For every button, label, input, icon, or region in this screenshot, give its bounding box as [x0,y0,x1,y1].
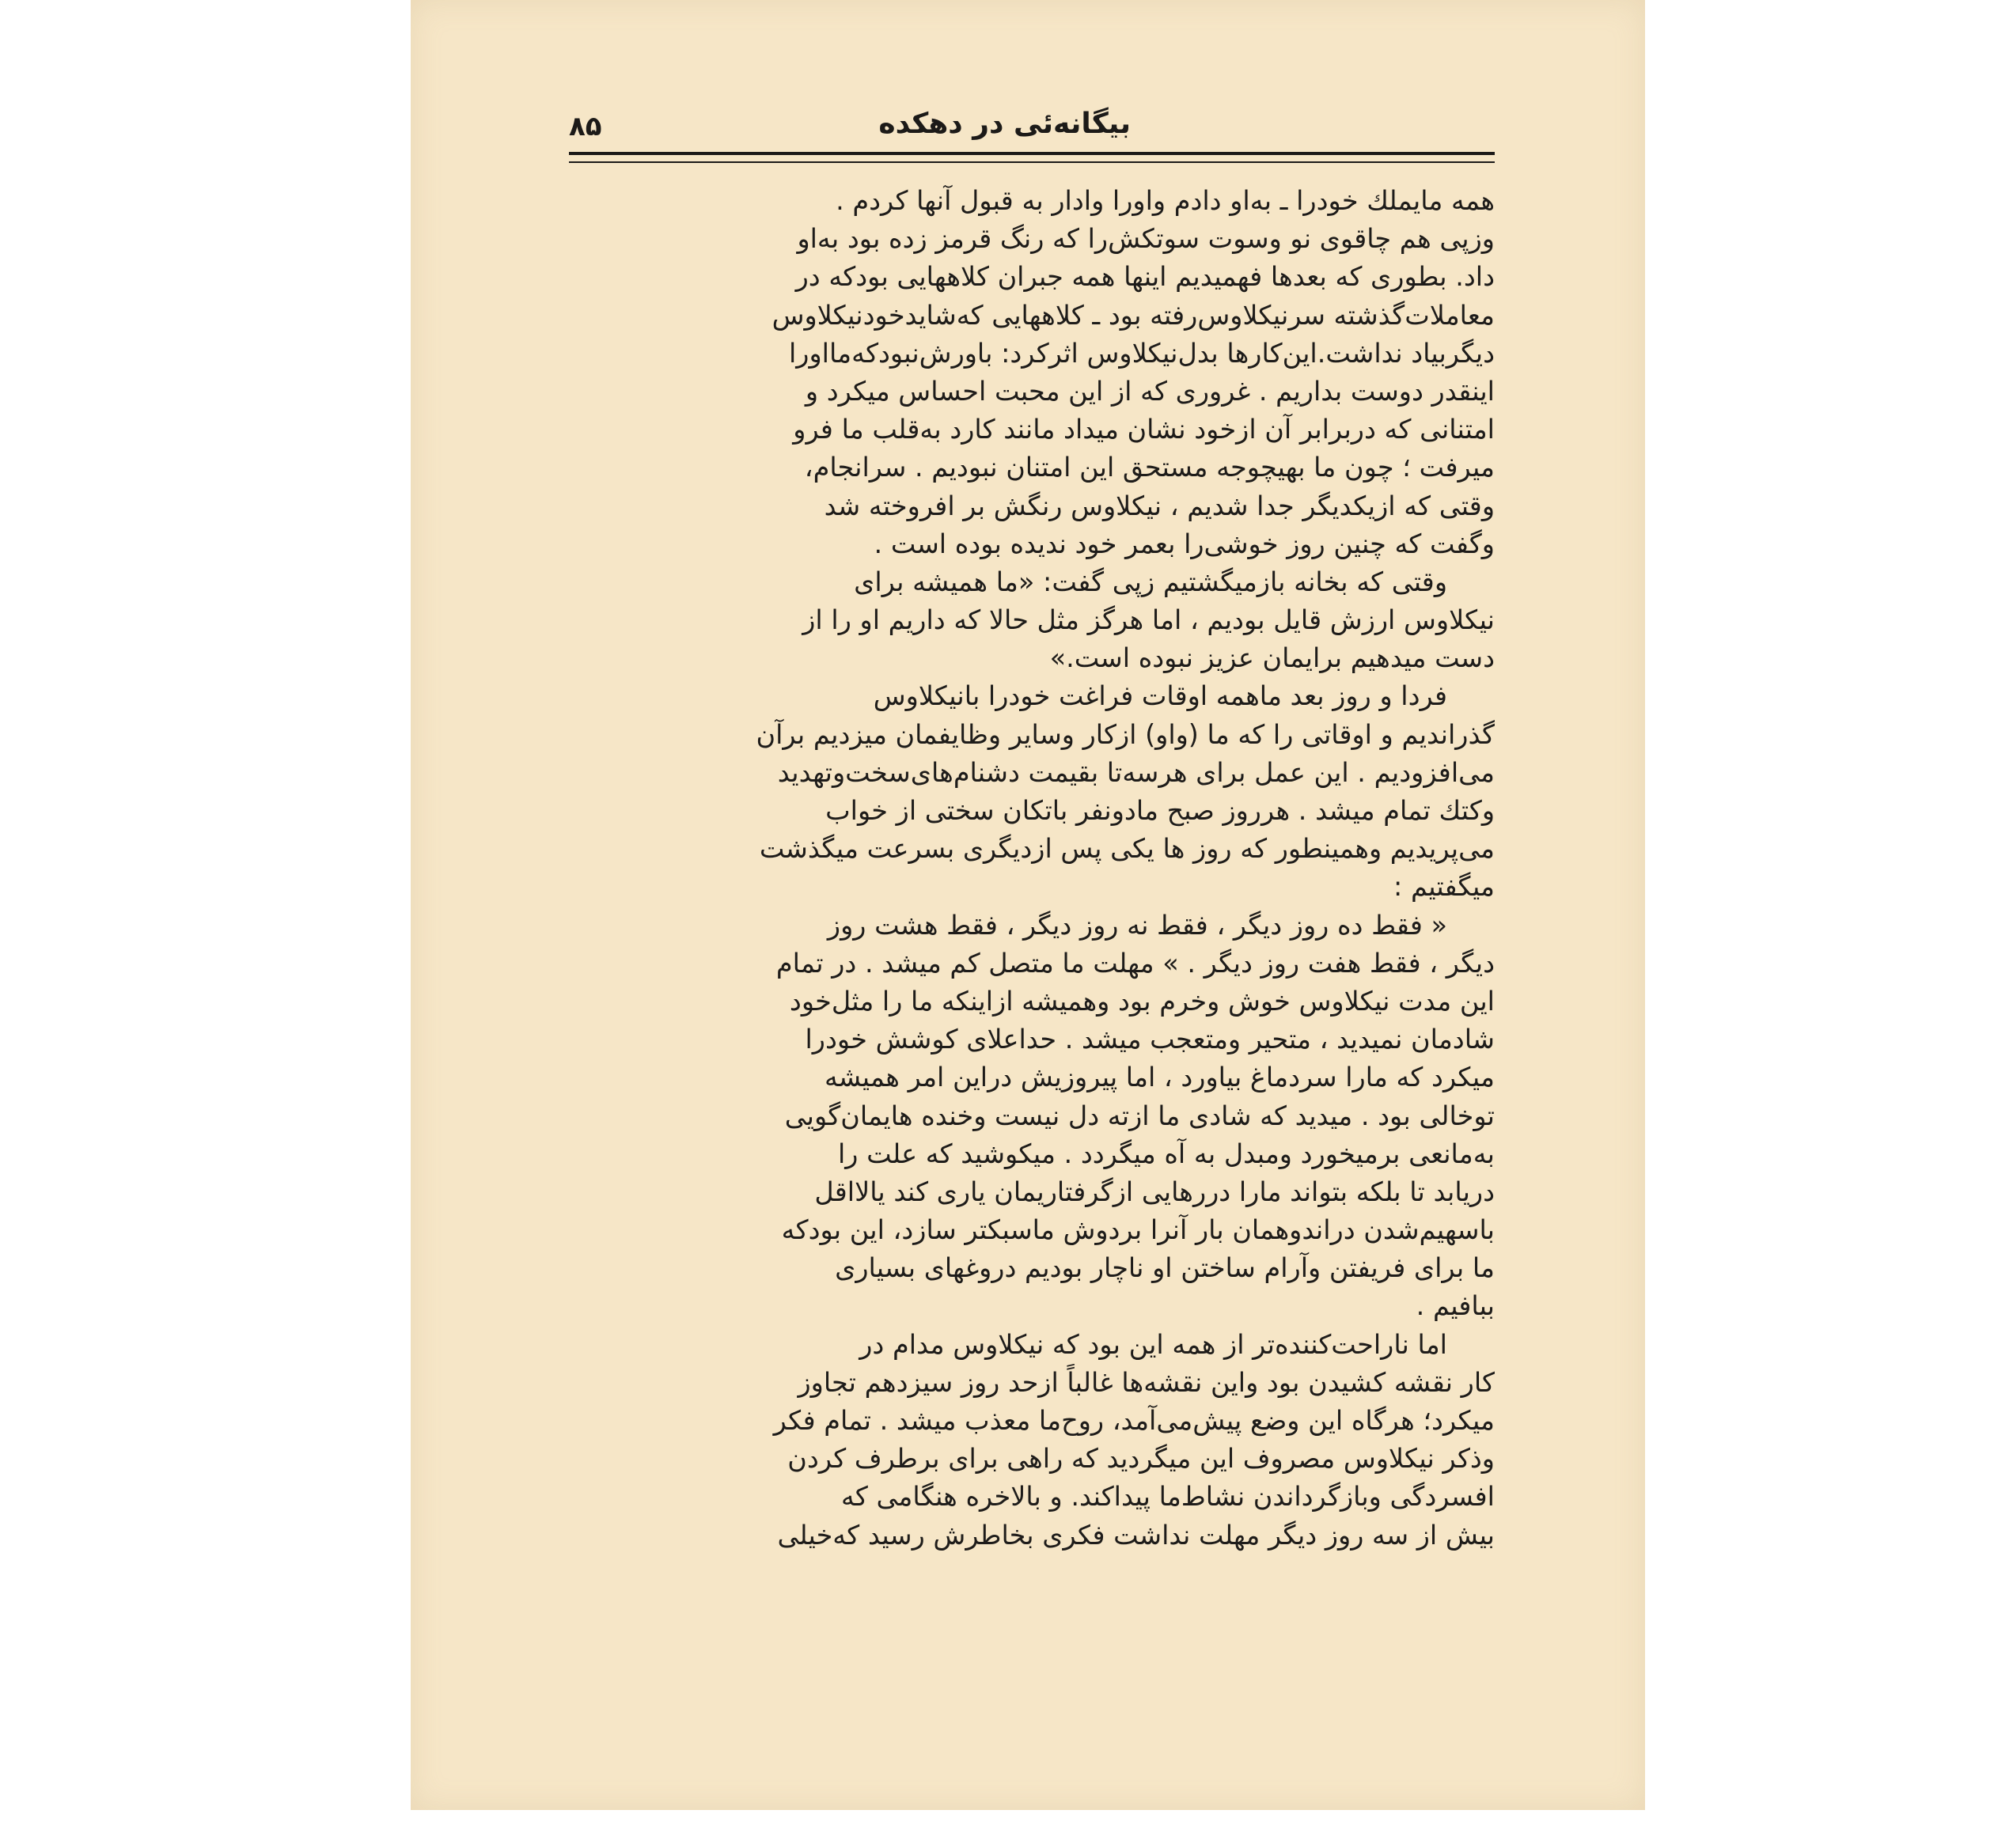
text-line: دیگر ، فقط هفت روز دیگر . » مهلت ما متصل کم میشد . در تمام [775,947,1495,979]
text-line: داد. بطوری که بعدها فهمیدیم اینها همه جبران کلاههایی بودکه در [795,261,1495,293]
text-line: می‌افزودیم . این عمل برای هرسه‌تا بقیمت دشنام‌های‌سخت‌وتهدید [777,756,1495,788]
text-line: وقتی که بخانه بازمیگشتیم زپی گفت: «ما همیشه برای [854,566,1447,597]
header-rule [569,152,1495,163]
text-line: وقتی که ازیکدیگر جدا شدیم ، نیکلاوس رنگش بر افروخته شد [824,490,1495,521]
running-title: بیگانه‌ئی در دهکده [878,108,1131,140]
text-line: میرفت ؛ چون ما بهیچوجه مستحق این امتنان نبودیم . سرانجام، [804,452,1495,483]
text-line: ما برای فریفتن وآرام ساختن او ناچار بودیم دروغهای بسیاری [835,1252,1495,1284]
text-line: میکرد؛ هرگاه این وضع پیش‌می‌آمد، روح‌ما معذب میشد . تمام فکر [773,1405,1495,1436]
text-line: دست میدهیم برایمان عزیز نبوده است.» [1049,642,1495,674]
text-line: وذکر نیکلاوس مصروف این میگردید که راهی برای برطرف کردن [787,1443,1495,1475]
page-number: ۸۵ [569,111,602,142]
text-line: ببافیم . [1416,1290,1495,1322]
text-line: فردا و روز بعد ماهمه اوقات فراغت خودرا بانیکلاوس [873,680,1447,712]
text-line: توخالی بود . میدید که شادی ما ازته دل نیست وخنده هایمان‌گویی [784,1100,1495,1131]
text-line: نیکلاوس ارزش قایل بودیم ، اما هرگز مثل حالا که داریم او را از [802,604,1495,636]
text-line: گذراندیم و اوقاتی را که ما (واو) ازکار وسایر وظایفمان میزدیم برآن [756,718,1495,750]
text-line: اینقدر دوست بداریم . غروری که از این محبت احساس میکرد و [805,375,1495,407]
text-line: معاملات‌گذشته سرنیکلاوس‌رفته بود ـ کلاههایی که‌شایدخودنیکلاوس [771,299,1495,331]
text-line: باسهیم‌شدن دراندوهمان بار آنرا بردوش ماسبکتر سازد، این بودکه [781,1214,1495,1246]
text-line: امتنانی که دربرابر آن ازخود نشان میداد مانند کارد به‌قلب ما فرو [793,414,1495,445]
text-line: به‌مانعی برمیخورد ومبدل به آه میگردد . میکوشید که علت را [837,1138,1495,1169]
text-line: بیش از سه روز دیگر مهلت نداشت فکری بخاطرش رسید که‌خیلی [777,1519,1495,1551]
text-line: میگفتیم : [1393,871,1495,903]
text-line: شادمان نمیدید ، متحیر ومتعجب میشد . حداعلای کوشش خودرا [805,1024,1495,1055]
text-line: اما ناراحت‌کننده‌تر از همه این بود که نیکلاوس مدام در [859,1328,1447,1360]
text-line: وزپی هم چاقوی نو وسوت سوتکش‌را که رنگ قرمز زده بود به‌او [797,223,1495,255]
text-line: افسردگی وبازگرداندن نشاط‌ما پیداکند. و بالاخره هنگامی که [840,1481,1495,1513]
text-line: « فقط ده روز دیگر ، فقط نه روز دیگر ، فقط هشت روز [827,909,1447,941]
text-line: وگفت که چنین روز خوشی‌را بعمر خود ندیده بوده است . [874,528,1495,559]
text-line: دریابد تا بلکه بتواند مارا درر‌هایی ازگرفتاریمان یاری کند یالااقل [814,1176,1495,1207]
text-line: کار نقشه کشیدن بود واین نقشه‌ها غالباً ازحد روز سیزدهم تجاوز [798,1366,1495,1398]
text-line: دیگربیاد نداشت.این‌کارها بدل‌نیکلاوس اثرکرد: باورش‌نبودکه‌مااورا [788,337,1495,369]
text-line: این مدت نیکلاوس خوش وخرم بود وهمیشه ازاینکه ما را مثل‌خود [789,985,1495,1017]
text-line: همه مایملك خودرا ـ به‌او دادم واورا وادار به قبول آنها کردم . [836,185,1495,216]
text-line: میکرد که مارا سردماغ بیاورد ، اما پیروزیش دراین امر همیشه [824,1062,1495,1093]
page-header [569,103,1447,158]
text-line: می‌پریدیم وهمینطور که روز ها یکی پس ازدیگری بسرعت میگذشت [759,833,1495,865]
body-text [569,182,1495,1555]
text-line: وکتك تمام میشد . هرروز صبح مادونفر باتکان سختی از خواب [825,795,1495,826]
book-page [411,0,1645,1810]
